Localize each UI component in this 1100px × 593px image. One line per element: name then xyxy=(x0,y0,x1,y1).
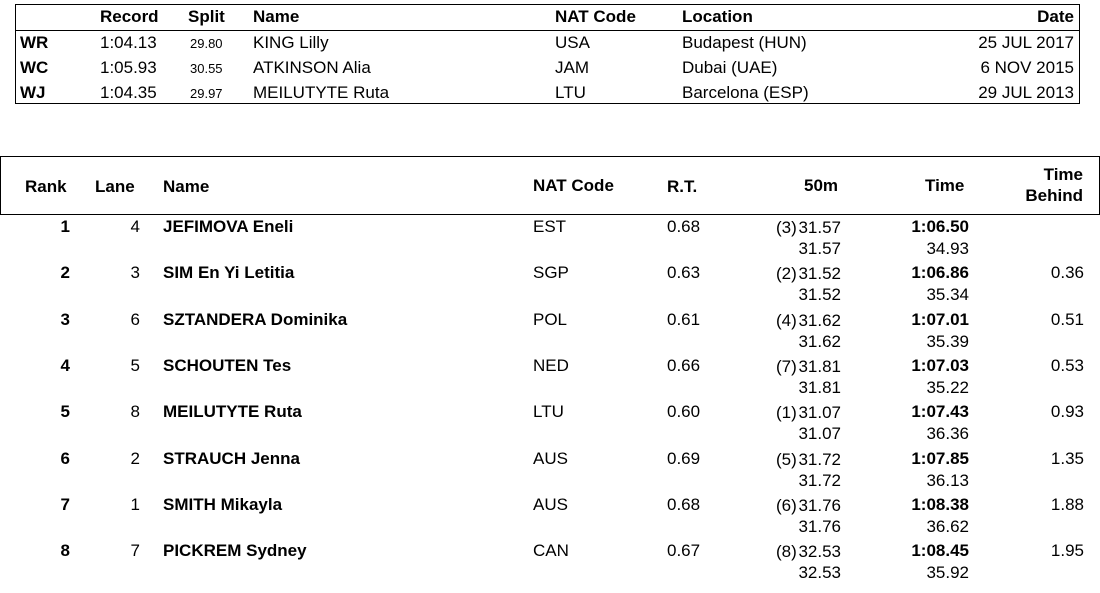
record-date: 29 JUL 2013 xyxy=(978,83,1074,102)
result-rt: 0.68 xyxy=(667,217,701,236)
records-header-split: Split xyxy=(188,7,225,26)
record-location: Dubai (UAE) xyxy=(682,58,778,77)
result-time: 1:07.43 xyxy=(911,402,969,421)
record-name: ATKINSON Alia xyxy=(253,58,371,77)
result-split-100m: 36.62 xyxy=(926,517,969,536)
result-split-50m: 31.07 xyxy=(798,403,841,422)
result-name: SCHOUTEN Tes xyxy=(163,356,292,375)
result-time: 1:08.45 xyxy=(911,541,969,560)
result-rt: 0.60 xyxy=(667,402,701,421)
records-header-divider xyxy=(15,30,1080,31)
result-cumulative-50m: 31.62 xyxy=(798,332,841,351)
result-position-50m: (1) xyxy=(776,403,797,422)
result-lane: 6 xyxy=(130,310,140,329)
record-nat: LTU xyxy=(555,83,586,102)
result-split-50m: 31.81 xyxy=(798,357,841,376)
result-position-50m: (3) xyxy=(776,218,797,237)
result-rt: 0.69 xyxy=(667,449,701,468)
result-nat: CAN xyxy=(533,541,569,560)
result-rt: 0.68 xyxy=(667,495,701,514)
result-rt: 0.66 xyxy=(667,356,701,375)
result-time-behind: 0.36 xyxy=(1050,263,1084,282)
records-header-location: Location xyxy=(682,7,753,26)
result-split-100m: 36.13 xyxy=(926,471,969,490)
result-rt: 0.63 xyxy=(667,263,701,282)
results-header-time: Time xyxy=(925,176,965,195)
result-rank: 6 xyxy=(60,449,70,468)
result-time-behind: 0.53 xyxy=(1050,356,1084,375)
result-nat: EST xyxy=(533,217,567,236)
result-position-50m: (5) xyxy=(776,450,797,469)
record-name: MEILUTYTE Ruta xyxy=(253,83,390,102)
result-nat: POL xyxy=(533,310,568,329)
result-position-50m: (2) xyxy=(776,264,797,283)
result-split-100m: 35.34 xyxy=(926,285,969,304)
result-rank: 1 xyxy=(60,217,70,236)
results-header-time-behind-2: Behind xyxy=(1025,186,1083,205)
result-rank: 7 xyxy=(60,495,70,514)
result-split-50m: 31.72 xyxy=(798,450,841,469)
result-time: 1:08.38 xyxy=(911,495,969,514)
result-cumulative-50m: 31.72 xyxy=(798,471,841,490)
result-position-50m: (6) xyxy=(776,496,797,515)
result-time: 1:06.50 xyxy=(911,217,969,236)
result-lane: 5 xyxy=(130,356,140,375)
results-header-rank: Rank xyxy=(25,177,67,196)
results-header-50m: 50m xyxy=(804,176,839,195)
result-time-behind: 1.88 xyxy=(1050,495,1084,514)
result-nat: AUS xyxy=(533,449,568,468)
record-nat: JAM xyxy=(555,58,589,77)
record-type: WJ xyxy=(20,83,46,102)
result-rank: 8 xyxy=(60,541,70,560)
record-time: 1:04.13 xyxy=(100,33,157,52)
result-split-100m: 35.92 xyxy=(926,563,969,582)
record-nat: USA xyxy=(555,33,590,52)
result-rank: 5 xyxy=(60,402,70,421)
result-time: 1:07.01 xyxy=(911,310,969,329)
result-split-100m: 35.22 xyxy=(926,378,969,397)
result-time: 1:06.86 xyxy=(911,263,969,282)
record-split: 30.55 xyxy=(190,61,223,76)
result-lane: 3 xyxy=(130,263,140,282)
record-date: 6 NOV 2015 xyxy=(980,58,1074,77)
result-rt: 0.67 xyxy=(667,541,701,560)
result-rank: 4 xyxy=(60,356,70,375)
result-lane: 2 xyxy=(130,449,140,468)
record-location: Budapest (HUN) xyxy=(682,33,807,52)
result-nat: LTU xyxy=(533,402,564,421)
result-name: PICKREM Sydney xyxy=(163,541,307,560)
result-cumulative-50m: 31.52 xyxy=(798,285,841,304)
result-time-behind: 1.95 xyxy=(1050,541,1084,560)
result-lane: 7 xyxy=(130,541,140,560)
record-time: 1:04.35 xyxy=(100,83,157,102)
results-header-rt: R.T. xyxy=(667,177,698,196)
result-split-50m: 31.62 xyxy=(798,311,841,330)
result-nat: NED xyxy=(533,356,569,375)
results-header-lane: Lane xyxy=(95,177,135,196)
result-position-50m: (8) xyxy=(776,542,797,561)
result-lane: 4 xyxy=(130,217,140,236)
result-time-behind: 0.51 xyxy=(1050,310,1084,329)
result-rank: 3 xyxy=(60,310,70,329)
result-nat: AUS xyxy=(533,495,568,514)
result-name: SIM En Yi Letitia xyxy=(163,263,295,282)
records-header-nat: NAT Code xyxy=(555,7,636,26)
record-type: WC xyxy=(20,58,49,77)
result-cumulative-50m: 31.57 xyxy=(798,239,841,258)
result-name: SZTANDERA Dominika xyxy=(163,310,348,329)
record-split: 29.97 xyxy=(190,86,223,101)
results-header-name: Name xyxy=(163,177,210,196)
result-name: STRAUCH Jenna xyxy=(163,449,300,468)
result-time: 1:07.03 xyxy=(911,356,969,375)
result-cumulative-50m: 31.07 xyxy=(798,424,841,443)
record-split: 29.80 xyxy=(190,36,223,51)
result-name: SMITH Mikayla xyxy=(163,495,283,514)
result-lane: 8 xyxy=(130,402,140,421)
result-nat: SGP xyxy=(533,263,569,282)
result-name: JEFIMOVA Eneli xyxy=(163,217,294,236)
result-lane: 1 xyxy=(130,495,140,514)
result-split-50m: 31.52 xyxy=(798,264,841,283)
records-table xyxy=(15,4,1080,104)
result-split-50m: 31.76 xyxy=(798,496,841,515)
result-cumulative-50m: 31.81 xyxy=(798,378,841,397)
result-cumulative-50m: 31.76 xyxy=(798,517,841,536)
record-name: KING Lilly xyxy=(253,33,329,52)
result-position-50m: (7) xyxy=(776,357,797,376)
result-split-50m: 32.53 xyxy=(798,542,841,561)
result-time-behind: 0.93 xyxy=(1050,402,1084,421)
results-header-nat: NAT Code xyxy=(533,176,614,195)
record-location: Barcelona (ESP) xyxy=(682,83,809,102)
records-header-record: Record xyxy=(100,7,159,26)
records-header-date: Date xyxy=(1037,7,1074,26)
result-cumulative-50m: 32.53 xyxy=(798,563,841,582)
results-header-time-behind-1: Time xyxy=(1043,165,1083,184)
result-time: 1:07.85 xyxy=(911,449,969,468)
result-split-50m: 31.57 xyxy=(798,218,841,237)
result-split-100m: 34.93 xyxy=(926,239,969,258)
records-header-name: Name xyxy=(253,7,300,26)
record-time: 1:05.93 xyxy=(100,58,157,77)
result-position-50m: (4) xyxy=(776,311,797,330)
result-split-100m: 35.39 xyxy=(926,332,969,351)
result-name: MEILUTYTE Ruta xyxy=(163,402,302,421)
result-time-behind: 1.35 xyxy=(1050,449,1084,468)
result-split-100m: 36.36 xyxy=(926,424,969,443)
result-rank: 2 xyxy=(60,263,70,282)
record-date: 25 JUL 2017 xyxy=(978,33,1074,52)
record-type: WR xyxy=(20,33,49,52)
result-rt: 0.61 xyxy=(667,310,701,329)
